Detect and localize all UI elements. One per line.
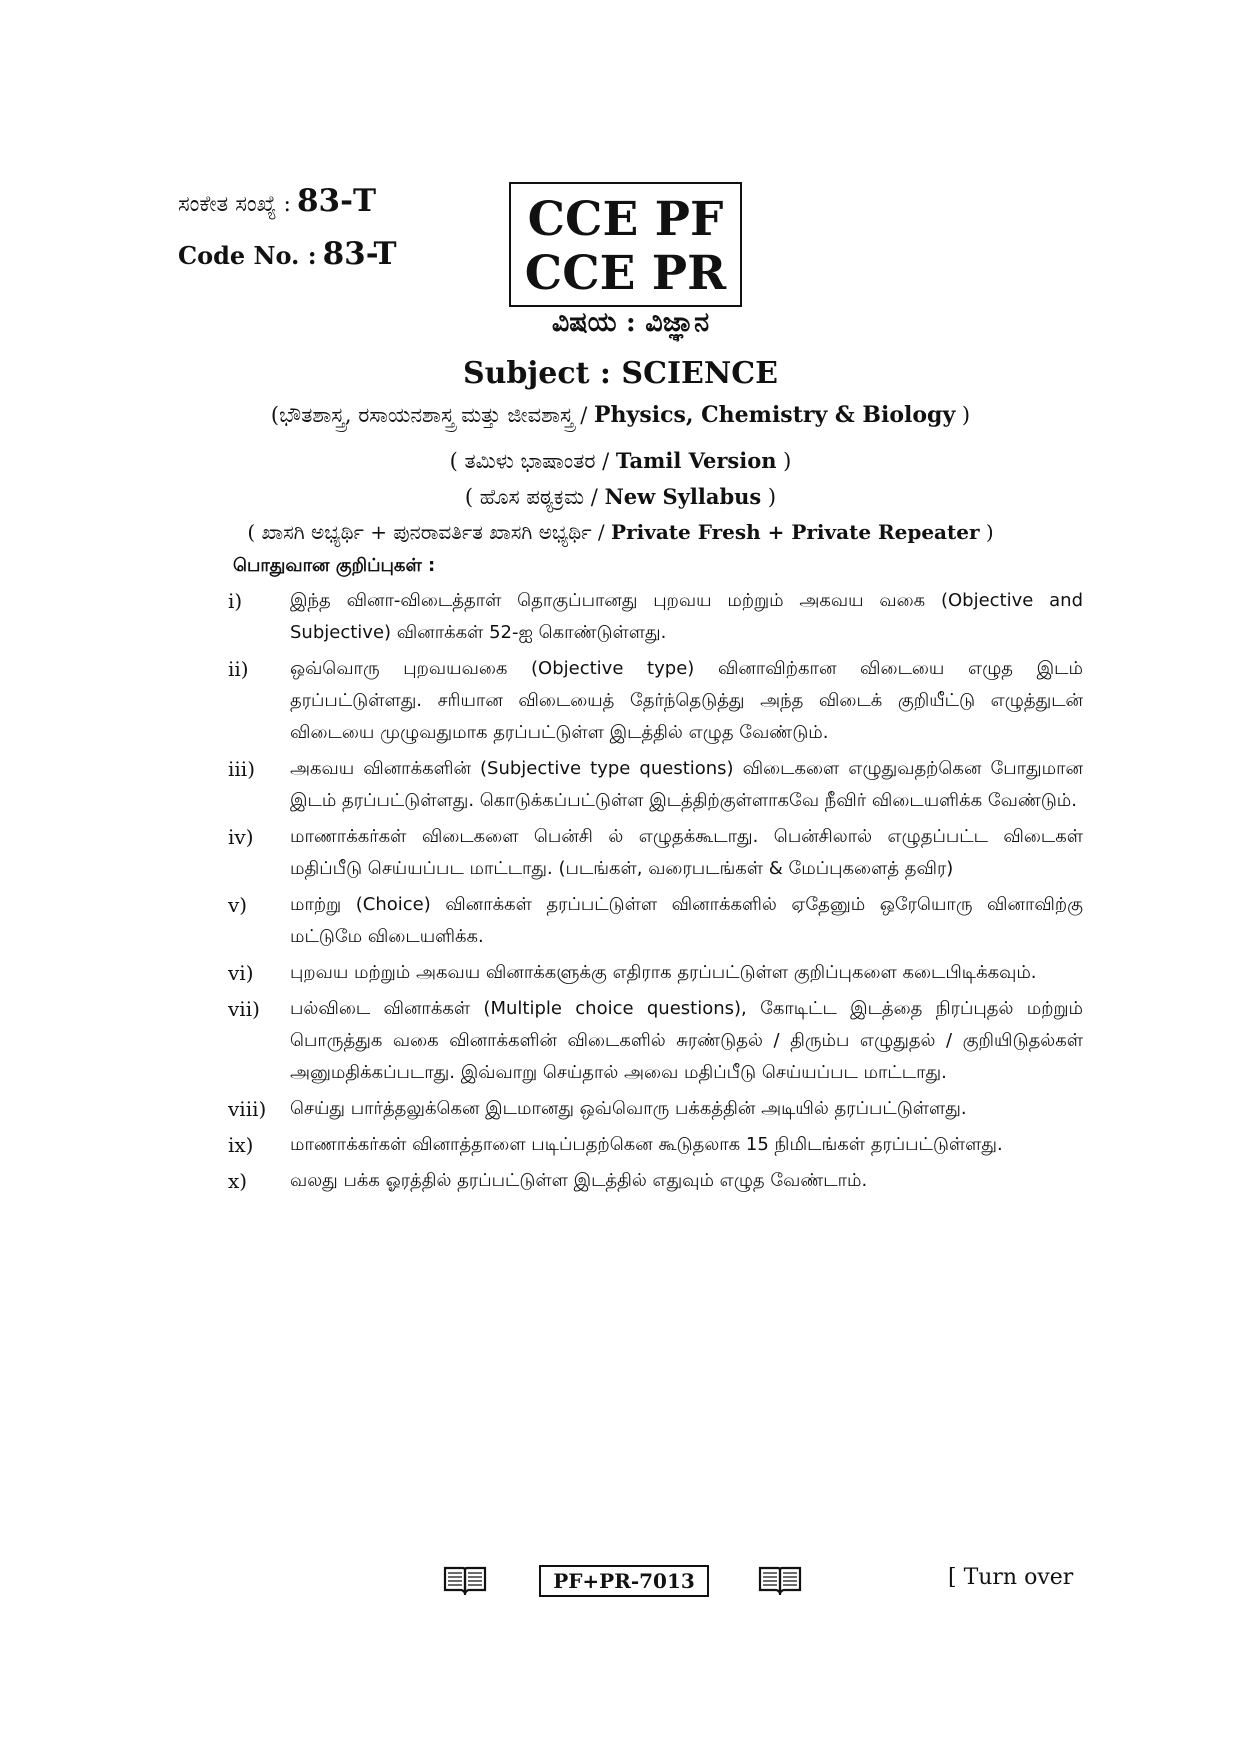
list-item bbox=[228, 957, 1083, 989]
item-number: vii) bbox=[228, 997, 260, 1021]
item-text: மாற்று (Choice) வினாக்கள் தரப்பட்டுள்ள வினாக்களில் ஏதேனும் ஒரேயொரு வினாவிற்கு மட்டுமே விடையளிக்க. bbox=[290, 894, 1083, 947]
item-number: ix) bbox=[228, 1133, 254, 1157]
subtitle-kannada: (ಭೌತಶಾಸ್ತ್ರ, ರಸಾಯನಶಾಸ್ತ್ರ ಮತ್ತು ಜೀವಶಾಸ್ತ್ರ / bbox=[270, 403, 588, 427]
item-text: மாணாக்கர்கள் விடைகளை பென்சி ல் எழுதக்கூடாது. பென்சிலால் எழுதப்பட்ட விடைகள் மதிப்பீடு செய்யப்பட மாட்டாது. (படங்கள், வரைபடங்கள் & மேப்புகளைத் தவிர) bbox=[290, 826, 1083, 879]
version-line bbox=[0, 448, 1241, 474]
subtitle-close: ) bbox=[961, 403, 971, 427]
instructions-list bbox=[228, 585, 1083, 1201]
subject-subtitle-disciplines bbox=[0, 402, 1241, 428]
code-value: 83-T bbox=[296, 183, 377, 219]
candidate-type-english: Private Fresh + Private Repeater bbox=[611, 520, 980, 544]
syllabus-kannada: ( ಹೊಸ ಪಠ್ಯಕ್ರಮ / bbox=[464, 485, 598, 509]
code-number-kannada bbox=[178, 183, 376, 219]
list-item bbox=[228, 1165, 1083, 1197]
syllabus-line bbox=[0, 484, 1241, 510]
item-text: இந்த வினா-விடைத்தாள் தொகுப்பானது புறவய மற்றும் அகவய வகை (Objective and Subjective) வினாக்கள் 52-ஐ கொண்டுள்ளது. bbox=[290, 590, 1083, 643]
version-kannada: ( ತಮಿಳು ಭಾಷಾಂತರ / bbox=[449, 449, 610, 473]
candidate-type-close: ) bbox=[985, 520, 994, 544]
code-value-english: 83-T bbox=[322, 236, 397, 272]
item-text: செய்து பார்த்தலுக்கென இடமானது ஒவ்வொரு பக்கத்தின் அடியில் தரப்பட்டுள்ளது. bbox=[290, 1098, 967, 1119]
version-close: ) bbox=[783, 449, 792, 473]
item-number: vi) bbox=[228, 961, 254, 985]
turn-over-label: [ Turn over bbox=[948, 1565, 1074, 1590]
code-label-english: Code No. : bbox=[178, 241, 317, 270]
list-item bbox=[228, 653, 1083, 749]
item-number: viii) bbox=[228, 1097, 267, 1121]
item-text: பல்விடை வினாக்கள் (Multiple choice questions), கோடிட்ட இடத்தை நிரப்புதல் மற்றும் பொருத்துக வகை வினாக்களின் விடைகளில் சுரண்டுதல் / திரும்ப எழுதுதல் / குறியிடுதல்கள் அனுமதிக்கப்படாது. இவ்வாறு செய்தால் அவை மதிப்பீடு செய்யப்பட மாட்டாது. bbox=[290, 998, 1083, 1083]
exam-type-line-1: CCE PF bbox=[527, 192, 724, 247]
item-text: ஒவ்வொரு புறவயவகை (Objective type) வினாவிற்கான விடையை எழுத இடம் தரப்பட்டுள்ளது. சரியான விடையைத் தேர்ந்தெடுத்து அந்த விடைக் குறியீட்டு எழுத்துடன் விடையை முழுவதுமாக தரப்பட்டுள்ள இடத்தில் எழுத வேண்டும். bbox=[290, 658, 1083, 743]
item-text: அகவய வினாக்களின் (Subjective type questions) விடைகளை எழுதுவதற்கென போதுமான இடம் தரப்பட்டுள்ளது. கொடுக்கப்பட்டுள்ள இடத்திற்குள்ளாகவே நீவிர் விடையளிக்க வேண்டும். bbox=[290, 758, 1083, 811]
code-number-english bbox=[178, 236, 397, 272]
version-english: Tamil Version bbox=[615, 448, 777, 473]
syllabus-close: ) bbox=[767, 485, 777, 509]
list-item bbox=[228, 889, 1083, 953]
list-item bbox=[228, 1129, 1083, 1161]
subject-kannada: ವಿಷಯ : ವಿಜ್ಞಾನ bbox=[551, 307, 710, 338]
candidate-type-kannada: ( ಖಾಸಗಿ ಅಭ್ಯರ್ಥಿ + ಪುನರಾವರ್ತಿತ ಖಾಸಗಿ ಅಭ್ಯರ್ಥಿ / bbox=[247, 520, 605, 544]
item-text: மாணாக்கர்கள் வினாத்தாளை படிப்பதற்கென கூடுதலாக 15 நிமிடங்கள் தரப்பட்டுள்ளது. bbox=[290, 1134, 1003, 1155]
exam-type-line-2: CCE PR bbox=[524, 246, 727, 301]
exam-type-box bbox=[509, 182, 742, 307]
item-number: v) bbox=[228, 893, 248, 917]
code-label-kannada: ಸಂಕೇತ ಸಂಖ್ಯೆ : bbox=[178, 192, 291, 217]
list-item bbox=[228, 753, 1083, 817]
list-item bbox=[228, 585, 1083, 649]
subtitle-english: Physics, Chemistry & Biology bbox=[594, 402, 956, 428]
item-text: வலது பக்க ஓரத்தில் தரப்பட்டுள்ள இடத்தில் எதுவும் எழுத வேண்டாம். bbox=[290, 1170, 868, 1191]
candidate-type-line bbox=[0, 520, 1241, 544]
item-text: புறவய மற்றும் அகவய வினாக்களுக்கு எதிராக தரப்பட்டுள்ள குறிப்புகளை கடைபிடிக்கவும். bbox=[290, 962, 1037, 983]
item-number: iv) bbox=[228, 825, 254, 849]
open-book-icon bbox=[758, 1565, 802, 1595]
paper-code: PF+PR-7013 bbox=[539, 1565, 709, 1597]
syllabus-english: New Syllabus bbox=[604, 484, 762, 509]
item-number: i) bbox=[228, 589, 243, 613]
open-book-icon bbox=[443, 1565, 487, 1595]
general-instructions-heading: பொதுவான குறிப்புகள் : bbox=[233, 555, 436, 576]
list-item bbox=[228, 993, 1083, 1089]
item-number: ii) bbox=[228, 657, 249, 681]
list-item bbox=[228, 1093, 1083, 1125]
list-item bbox=[228, 821, 1083, 885]
item-number: iii) bbox=[228, 757, 255, 781]
subject-title: Subject : SCIENCE bbox=[462, 356, 779, 391]
item-number: x) bbox=[228, 1169, 248, 1193]
